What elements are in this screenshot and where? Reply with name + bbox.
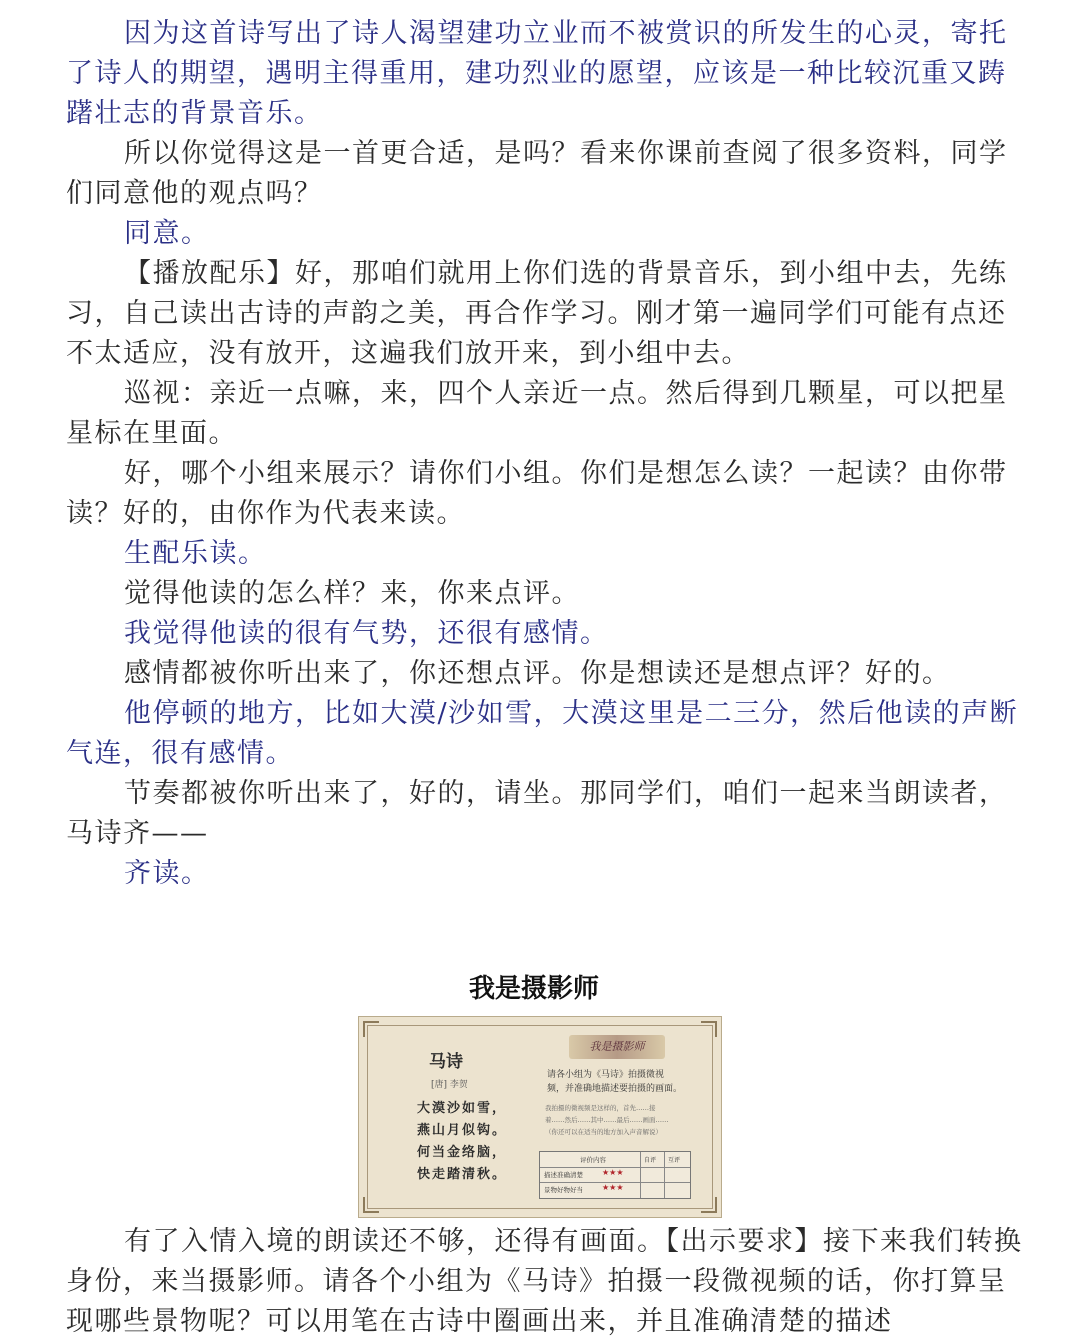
corner-ornament (701, 1021, 717, 1037)
table-row (540, 1182, 690, 1197)
hint-line: 我拍摄的微视频是这样的，首先……接 (545, 1104, 656, 1112)
table-divider (664, 1152, 665, 1198)
poem-line: 燕山月似钩。 (417, 1123, 508, 1138)
table-header-row (540, 1152, 690, 1168)
corner-ornament (701, 1197, 717, 1213)
student-response-5: 他停顿的地方，比如大漠/沙如雪，大漠这里是二三分，然后他读的声断气连，很有感情。 (66, 698, 1019, 769)
hint-line: 着……然后……其中……最后……画面…… (545, 1116, 669, 1124)
student-response-3: 生配乐读。 (124, 538, 267, 569)
student-response-6: 齐读。 (124, 858, 210, 889)
table-header-cell: 互评 (668, 1157, 681, 1164)
star-rating: ★★★ (602, 1168, 624, 1177)
teacher-remark-2: 【播放配乐】好，那咱们就用上你们选的背景音乐，到小组中去，先练习，自己读出古诗的声韵之美，再合作学习。刚才第一遍同学们可能有点还不太适应，没有放开，这遍我们放开来，到小组中去。 (66, 258, 1008, 369)
task-line: 请各小组为《马诗》拍摄微视 (547, 1070, 665, 1080)
corner-ornament (363, 1197, 379, 1213)
poem-line: 快走踏清秋。 (417, 1167, 508, 1182)
teacher-remark-1: 所以你觉得这是一首更合适，是吗？看来你课前查阅了很多资料，同学们同意他的观点吗？ (66, 138, 1008, 209)
poem-title: 马诗 (429, 1052, 463, 1072)
student-response-4: 我觉得他读的很有气势，还很有感情。 (124, 618, 609, 649)
teacher-remark-5: 觉得他读的怎么样？来，你来点评。 (124, 578, 580, 609)
teacher-remark-8: 有了入情入境的朗读还不够，还得有画面。【出示要求】接下来我们转换身份，来当摄影师。请各个小组为《马诗》拍摄一段微视频的话，你打算呈现哪些景物呢？可以用笔在古诗中圈画出来，并且准确清楚的描述 (66, 1226, 1023, 1337)
star-rating: ★★★ (602, 1183, 624, 1192)
corner-ornament (363, 1021, 379, 1037)
teacher-remark-6: 感情都被你听出来了，你还想点评。你是想读还是想点评？好的。 (124, 658, 951, 689)
poem-line: 何当金络脑， (417, 1145, 508, 1160)
table-cell: 景物好物好当 (544, 1186, 583, 1194)
table-row (540, 1167, 690, 1183)
teacher-remark-4: 好，哪个小组来展示？请你们小组。你们是想怎么读？一起读？由你带读？好的，由你作为代表来读。 (66, 458, 1008, 529)
table-divider (640, 1152, 641, 1198)
table-cell: 描述准确清楚 (544, 1171, 583, 1179)
section-title: 我是摄影师 (468, 974, 599, 1004)
table-header-cell: 自评 (644, 1157, 657, 1164)
poem-line: 大漠沙如雪， (417, 1101, 508, 1116)
student-response-2: 同意。 (124, 218, 210, 249)
evaluation-table (539, 1151, 691, 1199)
table-header-cell: 评价内容 (580, 1156, 606, 1164)
teacher-remark-7: 节奏都被你听出来了，好的，请坐。那同学们，咱们一起来当朗读者，马诗齐—— (66, 778, 1008, 849)
slide-image (358, 1016, 722, 1218)
teacher-remark-3: 巡视：亲近一点嘛，来，四个人亲近一点。然后得到几颗星，可以把星星标在里面。 (66, 378, 1008, 449)
hint-line: （你还可以在适当的地方加入声音解说） (545, 1128, 662, 1136)
slide-banner: 我是摄影师 (569, 1035, 665, 1059)
student-response-1: 因为这首诗写出了诗人渴望建功立业而不被赏识的所发生的心灵，寄托了诗人的期望，遇明主得重用，建功烈业的愿望，应该是一种比较沉重又踌躇壮志的背景音乐。 (66, 18, 1008, 129)
poem-author: [唐] 李贺 (431, 1080, 468, 1090)
task-line: 频，并准确地描述要拍摄的画面。 (547, 1084, 683, 1094)
